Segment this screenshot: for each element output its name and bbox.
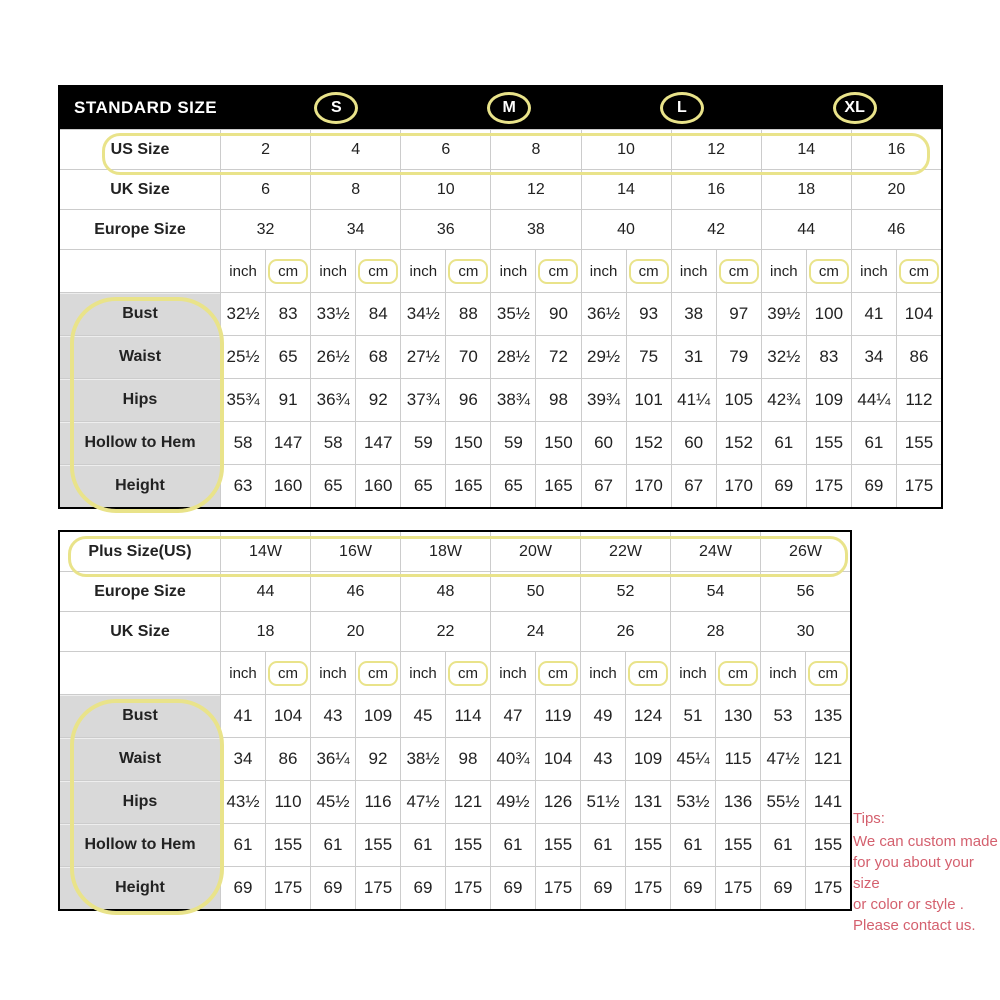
size-value: 52 <box>580 572 670 611</box>
cm-highlight-box: cm <box>268 661 308 686</box>
size-value: 28 <box>670 612 760 651</box>
size-value: 4 <box>310 130 400 169</box>
tips-text <box>853 831 1000 936</box>
row-label: Plus Size(US) <box>88 542 192 560</box>
measure-value-cm: 155 <box>355 824 400 866</box>
unit-cell-cm <box>716 250 761 292</box>
measure-value-cm: 152 <box>626 422 671 464</box>
measure-value-inch: 43 <box>580 738 625 780</box>
row-label: UK Size <box>110 180 170 198</box>
measure-value-inch: 40¾ <box>490 738 535 780</box>
unit-row-label <box>60 250 220 292</box>
measure-value-inch: 47½ <box>760 738 805 780</box>
measure-value-cm: 155 <box>535 824 580 866</box>
size-value: 26W <box>760 532 850 571</box>
size-row <box>60 169 941 209</box>
unit-cell-inch: inch <box>761 250 806 292</box>
size-value: 12 <box>490 170 580 209</box>
cm-highlight-box: cm <box>448 661 488 686</box>
measure-value-inch: 65 <box>400 465 445 507</box>
measure-value-cm: 136 <box>715 781 760 823</box>
measure-value-inch: 53 <box>760 695 805 737</box>
size-value: 14W <box>220 532 310 571</box>
size-value: 16 <box>671 170 761 209</box>
measure-value-cm: 160 <box>265 465 310 507</box>
measure-value-inch: 59 <box>490 422 535 464</box>
measure-value-cm: 109 <box>355 695 400 737</box>
measure-value-cm: 155 <box>896 422 941 464</box>
size-group-oval: XL <box>833 92 877 124</box>
cm-highlight-box: cm <box>358 661 398 686</box>
measure-value-inch: 60 <box>671 422 716 464</box>
measure-value-inch: 53½ <box>670 781 715 823</box>
cm-highlight-box: cm <box>809 259 849 284</box>
measure-value-inch: 63 <box>220 465 265 507</box>
cm-highlight-box: cm <box>538 661 578 686</box>
measure-value-cm: 101 <box>626 379 671 421</box>
measure-value-inch: 34 <box>220 738 265 780</box>
measure-value-cm: 155 <box>625 824 670 866</box>
tips-line: or color or style . <box>853 896 964 913</box>
measure-value-inch: 69 <box>220 867 265 909</box>
row-label: Bust <box>60 293 220 335</box>
size-value: 46 <box>310 572 400 611</box>
measure-value-inch: 45½ <box>310 781 355 823</box>
measure-value-cm: 112 <box>896 379 941 421</box>
tips-title: Tips: <box>853 810 885 827</box>
measure-value-inch: 39½ <box>761 293 806 335</box>
plus-size-table-body <box>60 532 850 909</box>
size-value: 20 <box>310 612 400 651</box>
row-label: US Size <box>110 140 170 158</box>
measure-value-cm: 91 <box>265 379 310 421</box>
unit-cell-inch: inch <box>490 250 535 292</box>
measure-row <box>60 780 850 823</box>
measure-value-cm: 130 <box>715 695 760 737</box>
measure-value-cm: 147 <box>355 422 400 464</box>
measure-value-cm: 104 <box>265 695 310 737</box>
unit-cell-cm <box>535 250 580 292</box>
unit-cell-cm <box>896 250 941 292</box>
measure-value-inch: 35¾ <box>220 379 265 421</box>
size-value: 8 <box>310 170 400 209</box>
unit-cell-inch: inch <box>670 652 715 694</box>
size-value: 6 <box>400 130 490 169</box>
unit-cell-cm <box>715 652 760 694</box>
measure-value-cm: 92 <box>355 738 400 780</box>
row-label: Bust <box>60 695 220 737</box>
size-group-slot <box>423 87 596 129</box>
measure-value-inch: 51 <box>670 695 715 737</box>
unit-cell-inch: inch <box>760 652 805 694</box>
measure-value-inch: 61 <box>310 824 355 866</box>
row-label: UK Size <box>110 622 170 640</box>
size-value: 40 <box>581 210 671 249</box>
size-value: 36 <box>400 210 490 249</box>
unit-cell-cm <box>806 250 851 292</box>
size-value: 26 <box>580 612 670 651</box>
size-group-slot <box>596 87 769 129</box>
measure-row <box>60 292 941 335</box>
size-value: 34 <box>310 210 400 249</box>
measure-value-inch: 45 <box>400 695 445 737</box>
measure-value-cm: 104 <box>535 738 580 780</box>
measure-value-inch: 25½ <box>220 336 265 378</box>
cm-highlight-box: cm <box>538 259 578 284</box>
size-value: 14 <box>581 170 671 209</box>
measure-value-cm: 96 <box>445 379 490 421</box>
measure-value-cm: 121 <box>805 738 850 780</box>
unit-cell-inch: inch <box>490 652 535 694</box>
measure-value-cm: 83 <box>265 293 310 335</box>
size-value: 6 <box>220 170 310 209</box>
row-label: Height <box>60 465 220 507</box>
standard-size-table <box>58 85 943 509</box>
measure-value-cm: 121 <box>445 781 490 823</box>
measure-value-cm: 165 <box>535 465 580 507</box>
size-value: 24 <box>490 612 580 651</box>
measure-value-inch: 38½ <box>400 738 445 780</box>
unit-cell-inch: inch <box>671 250 716 292</box>
unit-cell-inch: inch <box>580 652 625 694</box>
unit-row <box>60 651 850 694</box>
measure-value-cm: 175 <box>805 867 850 909</box>
measure-value-cm: 100 <box>806 293 851 335</box>
measure-value-inch: 27½ <box>400 336 445 378</box>
measure-value-inch: 69 <box>670 867 715 909</box>
size-value: 20W <box>490 532 580 571</box>
measure-value-cm: 72 <box>535 336 580 378</box>
size-group-oval: L <box>660 92 704 124</box>
measure-value-inch: 55½ <box>760 781 805 823</box>
row-label: Hips <box>60 781 220 823</box>
measure-value-inch: 61 <box>400 824 445 866</box>
unit-cell-inch: inch <box>310 250 355 292</box>
size-row <box>60 571 850 611</box>
unit-cell-cm <box>445 652 490 694</box>
measure-value-cm: 93 <box>626 293 671 335</box>
measure-row <box>60 694 850 737</box>
measure-value-inch: 69 <box>490 867 535 909</box>
unit-cell-cm <box>625 652 670 694</box>
measure-value-inch: 58 <box>220 422 265 464</box>
measure-value-inch: 61 <box>761 422 806 464</box>
size-value: 48 <box>400 572 490 611</box>
row-label: Height <box>60 867 220 909</box>
measure-value-cm: 175 <box>535 867 580 909</box>
measure-value-cm: 109 <box>625 738 670 780</box>
size-row-highlighted <box>60 532 850 571</box>
size-group-oval: M <box>487 92 531 124</box>
measure-value-cm: 70 <box>445 336 490 378</box>
measure-value-inch: 47½ <box>400 781 445 823</box>
size-value: 38 <box>490 210 580 249</box>
unit-cell-inch: inch <box>400 652 445 694</box>
size-value: 16W <box>310 532 400 571</box>
unit-cell-cm <box>626 250 671 292</box>
measure-value-cm: 86 <box>265 738 310 780</box>
measure-value-inch: 42¾ <box>761 379 806 421</box>
measure-value-inch: 37¾ <box>400 379 445 421</box>
measure-value-inch: 67 <box>581 465 626 507</box>
measure-value-inch: 44¼ <box>851 379 896 421</box>
measure-value-inch: 61 <box>760 824 805 866</box>
cm-highlight-box: cm <box>448 259 488 284</box>
row-label: Hollow to Hem <box>60 422 220 464</box>
measure-value-cm: 175 <box>625 867 670 909</box>
measure-value-inch: 38 <box>671 293 716 335</box>
measure-value-inch: 69 <box>851 465 896 507</box>
size-value: 56 <box>760 572 850 611</box>
measure-value-cm: 175 <box>355 867 400 909</box>
unit-cell-cm <box>355 652 400 694</box>
unit-cell-inch: inch <box>851 250 896 292</box>
measure-row <box>60 823 850 866</box>
measure-value-inch: 61 <box>220 824 265 866</box>
unit-cell-cm <box>805 652 850 694</box>
measure-value-cm: 150 <box>445 422 490 464</box>
measure-value-inch: 45¼ <box>670 738 715 780</box>
unit-cell-cm <box>265 250 310 292</box>
measure-value-cm: 65 <box>265 336 310 378</box>
unit-cell-cm <box>265 652 310 694</box>
measure-value-inch: 43½ <box>220 781 265 823</box>
size-value: 22 <box>400 612 490 651</box>
measure-row <box>60 866 850 909</box>
measure-value-cm: 79 <box>716 336 761 378</box>
size-value: 14 <box>761 130 851 169</box>
size-group-slot <box>768 87 941 129</box>
measure-value-cm: 165 <box>445 465 490 507</box>
measure-value-inch: 32½ <box>761 336 806 378</box>
size-value: 44 <box>761 210 851 249</box>
measure-row <box>60 421 941 464</box>
measure-value-inch: 36¾ <box>310 379 355 421</box>
measure-value-inch: 36¼ <box>310 738 355 780</box>
measure-value-inch: 49 <box>580 695 625 737</box>
measure-value-cm: 175 <box>896 465 941 507</box>
size-row-highlighted <box>60 129 941 169</box>
measure-value-inch: 43 <box>310 695 355 737</box>
measure-value-cm: 97 <box>716 293 761 335</box>
measure-value-inch: 41¼ <box>671 379 716 421</box>
measure-value-inch: 61 <box>580 824 625 866</box>
size-value: 32 <box>220 210 310 249</box>
measure-value-cm: 155 <box>806 422 851 464</box>
measure-value-cm: 160 <box>355 465 400 507</box>
cm-highlight-box: cm <box>268 259 308 284</box>
measure-value-inch: 26½ <box>310 336 355 378</box>
measure-value-inch: 29½ <box>581 336 626 378</box>
size-group-ovals <box>250 87 941 129</box>
size-value: 20 <box>851 170 941 209</box>
row-label: Europe Size <box>94 220 186 238</box>
measure-value-inch: 65 <box>490 465 535 507</box>
row-label: Europe Size <box>94 582 186 600</box>
measure-value-inch: 65 <box>310 465 355 507</box>
unit-cell-inch: inch <box>310 652 355 694</box>
unit-cell-inch: inch <box>581 250 626 292</box>
size-row <box>60 611 850 651</box>
cm-highlight-box: cm <box>719 259 759 284</box>
measure-value-cm: 119 <box>535 695 580 737</box>
unit-cell-inch: inch <box>400 250 445 292</box>
measure-value-inch: 59 <box>400 422 445 464</box>
measure-value-cm: 155 <box>265 824 310 866</box>
measure-value-inch: 38¾ <box>490 379 535 421</box>
measure-value-cm: 115 <box>715 738 760 780</box>
unit-cell-cm <box>445 250 490 292</box>
size-value: 30 <box>760 612 850 651</box>
measure-value-inch: 36½ <box>581 293 626 335</box>
measure-value-inch: 69 <box>310 867 355 909</box>
size-group-oval: S <box>314 92 358 124</box>
size-value: 42 <box>671 210 761 249</box>
measure-value-cm: 98 <box>535 379 580 421</box>
size-value: 10 <box>581 130 671 169</box>
size-value: 18 <box>220 612 310 651</box>
cm-highlight-box: cm <box>718 661 758 686</box>
measure-value-cm: 155 <box>805 824 850 866</box>
unit-cell-inch: inch <box>220 652 265 694</box>
size-value: 22W <box>580 532 670 571</box>
size-value: 54 <box>670 572 760 611</box>
measure-value-inch: 39¾ <box>581 379 626 421</box>
measure-value-inch: 61 <box>490 824 535 866</box>
size-value: 18 <box>761 170 851 209</box>
measure-value-inch: 69 <box>761 465 806 507</box>
measure-row <box>60 464 941 507</box>
standard-size-table-body <box>60 129 941 507</box>
size-value: 24W <box>670 532 760 571</box>
unit-cell-cm <box>355 250 400 292</box>
measure-value-cm: 152 <box>716 422 761 464</box>
tips-line: Please contact us. <box>853 917 976 934</box>
tips-line: for you about your size <box>853 854 974 892</box>
unit-row <box>60 249 941 292</box>
measure-value-inch: 69 <box>580 867 625 909</box>
measure-value-cm: 141 <box>805 781 850 823</box>
size-value: 50 <box>490 572 580 611</box>
measure-value-cm: 116 <box>355 781 400 823</box>
row-label: Hollow to Hem <box>60 824 220 866</box>
measure-value-inch: 69 <box>760 867 805 909</box>
measure-value-inch: 49½ <box>490 781 535 823</box>
row-label: Hips <box>60 379 220 421</box>
measure-value-inch: 28½ <box>490 336 535 378</box>
size-value: 8 <box>490 130 580 169</box>
row-label: Waist <box>60 738 220 780</box>
measure-value-cm: 155 <box>715 824 760 866</box>
measure-value-cm: 155 <box>445 824 490 866</box>
measure-value-inch: 58 <box>310 422 355 464</box>
cm-highlight-box: cm <box>628 661 668 686</box>
measure-value-inch: 47 <box>490 695 535 737</box>
measure-value-inch: 41 <box>851 293 896 335</box>
measure-value-inch: 51½ <box>580 781 625 823</box>
measure-value-cm: 86 <box>896 336 941 378</box>
measure-row <box>60 737 850 780</box>
measure-value-inch: 61 <box>670 824 715 866</box>
measure-value-cm: 68 <box>355 336 400 378</box>
measure-value-cm: 110 <box>265 781 310 823</box>
size-group-slot <box>250 87 423 129</box>
measure-value-inch: 33½ <box>310 293 355 335</box>
size-value: 18W <box>400 532 490 571</box>
measure-value-cm: 126 <box>535 781 580 823</box>
measure-value-cm: 131 <box>625 781 670 823</box>
size-value: 46 <box>851 210 941 249</box>
measure-value-cm: 84 <box>355 293 400 335</box>
standard-size-title: STANDARD SIZE <box>74 98 218 117</box>
measure-value-cm: 170 <box>716 465 761 507</box>
cm-highlight-box: cm <box>808 661 848 686</box>
measure-value-cm: 114 <box>445 695 490 737</box>
unit-cell-cm <box>535 652 580 694</box>
row-label: Waist <box>60 336 220 378</box>
unit-row-label <box>60 652 220 694</box>
measure-value-cm: 75 <box>626 336 671 378</box>
cm-highlight-box: cm <box>899 259 939 284</box>
size-value: 12 <box>671 130 761 169</box>
measure-row <box>60 378 941 421</box>
cm-highlight-box: cm <box>629 259 669 284</box>
measure-value-inch: 31 <box>671 336 716 378</box>
unit-cell-inch: inch <box>220 250 265 292</box>
measure-value-cm: 175 <box>445 867 490 909</box>
measure-value-inch: 34 <box>851 336 896 378</box>
tips-note <box>853 808 1000 936</box>
cm-highlight-box: cm <box>358 259 398 284</box>
measure-value-cm: 92 <box>355 379 400 421</box>
measure-value-cm: 135 <box>805 695 850 737</box>
measure-value-cm: 104 <box>896 293 941 335</box>
size-value: 16 <box>851 130 941 169</box>
size-value: 10 <box>400 170 490 209</box>
size-row <box>60 209 941 249</box>
measure-value-cm: 83 <box>806 336 851 378</box>
measure-value-inch: 60 <box>581 422 626 464</box>
measure-value-inch: 61 <box>851 422 896 464</box>
measure-value-cm: 105 <box>716 379 761 421</box>
measure-value-cm: 147 <box>265 422 310 464</box>
measure-value-cm: 170 <box>626 465 671 507</box>
measure-value-inch: 32½ <box>220 293 265 335</box>
measure-value-cm: 124 <box>625 695 670 737</box>
measure-value-inch: 34½ <box>400 293 445 335</box>
measure-value-cm: 175 <box>715 867 760 909</box>
measure-value-cm: 98 <box>445 738 490 780</box>
measure-value-inch: 41 <box>220 695 265 737</box>
measure-value-inch: 67 <box>671 465 716 507</box>
measure-row <box>60 335 941 378</box>
plus-size-table <box>58 530 852 911</box>
tips-line: We can custom made <box>853 833 998 850</box>
standard-size-header <box>60 87 941 129</box>
measure-value-cm: 175 <box>806 465 851 507</box>
measure-value-cm: 88 <box>445 293 490 335</box>
measure-value-cm: 150 <box>535 422 580 464</box>
measure-value-cm: 175 <box>265 867 310 909</box>
size-value: 44 <box>220 572 310 611</box>
size-value: 2 <box>220 130 310 169</box>
measure-value-cm: 90 <box>535 293 580 335</box>
measure-value-inch: 35½ <box>490 293 535 335</box>
measure-value-cm: 109 <box>806 379 851 421</box>
measure-value-inch: 69 <box>400 867 445 909</box>
